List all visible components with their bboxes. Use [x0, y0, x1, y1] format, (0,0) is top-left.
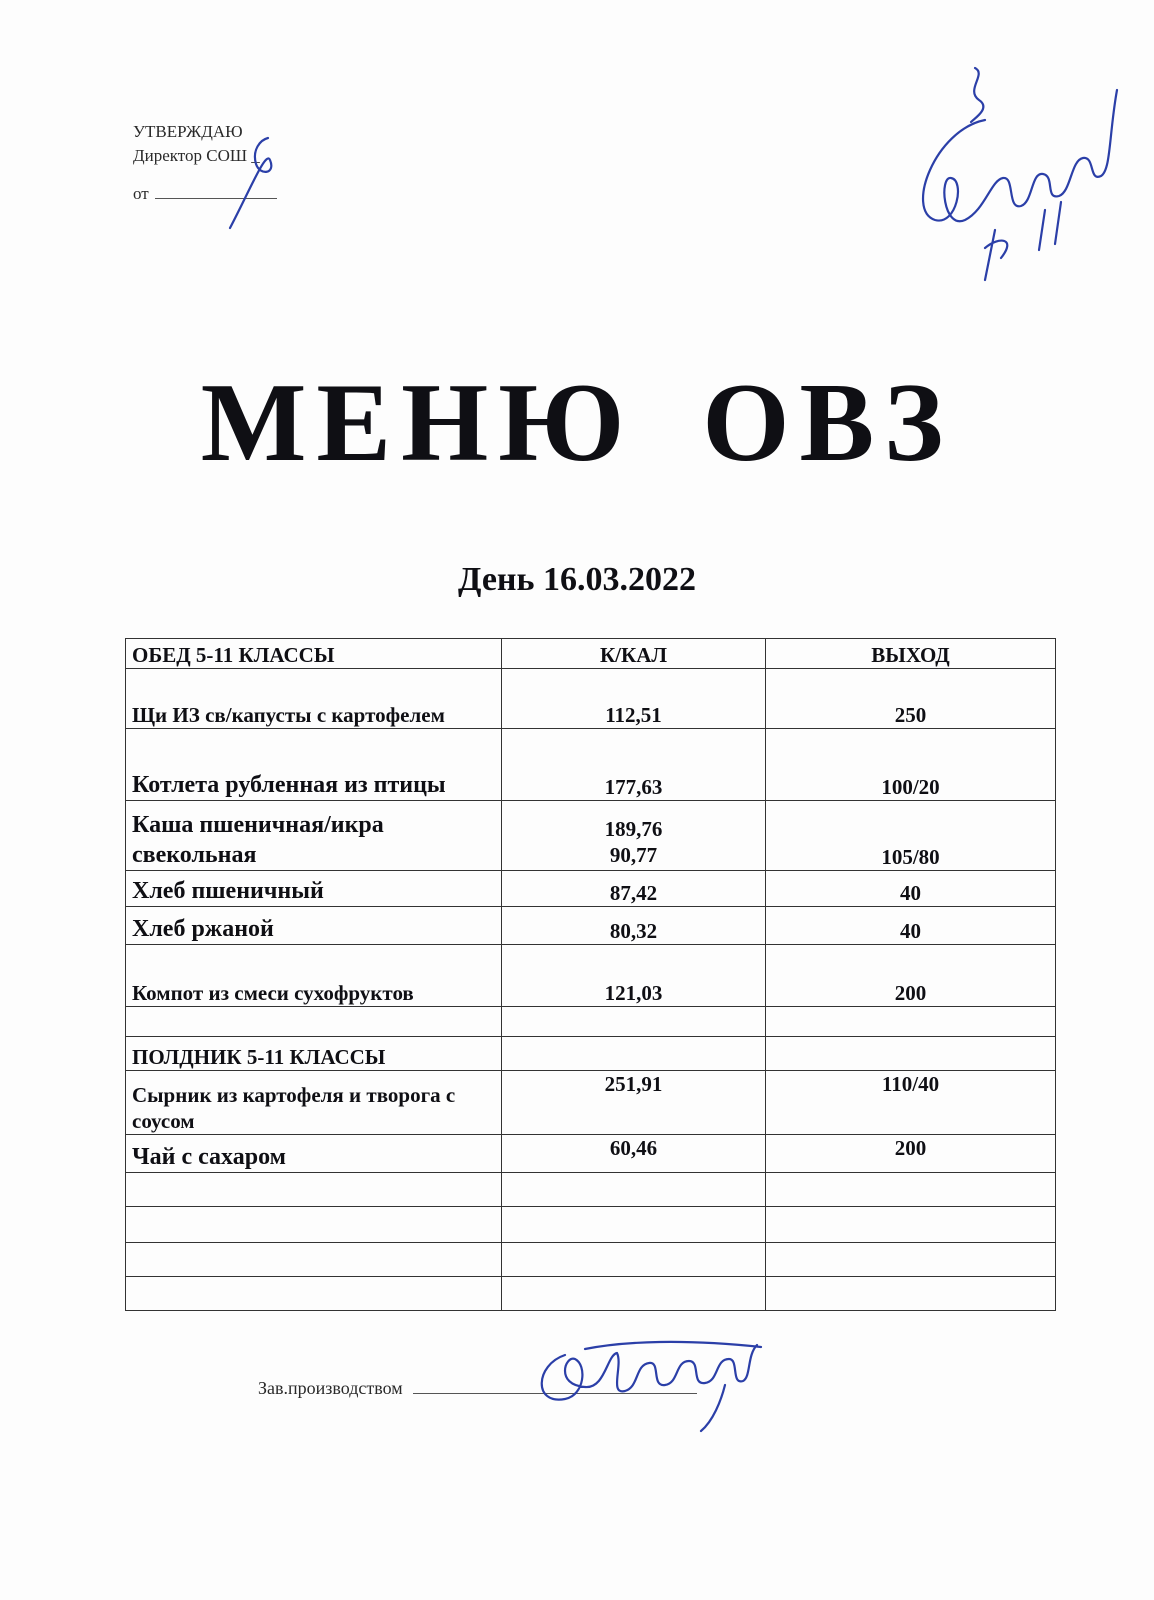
table-row	[126, 1071, 1056, 1135]
table-empty-row	[126, 1243, 1056, 1277]
dish-name: Каша пшеничная/икра свекольная	[126, 801, 502, 871]
table-row	[126, 871, 1056, 907]
dish-name: Чай с сахаром	[126, 1135, 502, 1173]
header-kcal: К/КАЛ	[502, 639, 766, 669]
page-title: МЕНЮ ОВЗ	[200, 361, 954, 485]
dish-output: 200	[766, 1135, 1056, 1173]
dish-kcal-cell	[502, 801, 766, 871]
dish-kcal: 112,51	[502, 669, 766, 729]
snack-header: ПОЛДНИК 5-11 КЛАССЫ	[126, 1037, 502, 1071]
dish-output: 200	[766, 945, 1056, 1007]
dish-output: 105/80	[766, 801, 1056, 871]
dish-name: Компот из смеси сухофруктов	[126, 945, 502, 1007]
director-signature	[895, 60, 1135, 290]
approval-line-3: от	[133, 184, 149, 203]
table-row	[126, 729, 1056, 801]
table-row	[126, 669, 1056, 729]
dish-output: 40	[766, 871, 1056, 907]
menu-table	[125, 638, 1056, 1311]
table-row	[126, 1135, 1056, 1173]
approval-signature	[190, 130, 300, 240]
dish-kcal-second: 90,77	[609, 843, 658, 867]
table-empty-row	[126, 1173, 1056, 1207]
header-name: ОБЕД 5-11 КЛАССЫ	[126, 639, 502, 669]
dish-kcal: 121,03	[502, 945, 766, 1007]
table-empty-row	[126, 1207, 1056, 1243]
header-output: ВЫХОД	[766, 639, 1056, 669]
dish-output: 110/40	[766, 1071, 1056, 1135]
dish-output: 250	[766, 669, 1056, 729]
table-row	[126, 801, 1056, 871]
table-empty-row	[126, 1277, 1056, 1311]
dish-name: Хлеб пшеничный	[126, 871, 502, 907]
dish-kcal: 87,42	[502, 871, 766, 907]
dish-name: Сырник из картофеля и творога с соусом	[126, 1071, 502, 1135]
dish-kcal: 60,46	[502, 1135, 766, 1173]
dish-kcal: 251,91	[502, 1071, 766, 1135]
dish-name: Хлеб ржаной	[126, 907, 502, 945]
table-header-row	[126, 639, 1056, 669]
dish-output: 40	[766, 907, 1056, 945]
table-empty-row	[126, 1007, 1056, 1037]
approval-line-1: УТВЕРЖДАЮ	[133, 122, 243, 141]
dish-kcal: 177,63	[502, 729, 766, 801]
dish-kcal: 80,32	[502, 907, 766, 945]
approval-line-2: Директор СОШ _	[133, 146, 260, 165]
production-manager-signature	[525, 1325, 775, 1435]
dish-name: Щи ИЗ св/капусты с картофелем	[126, 669, 502, 729]
dish-output: 100/20	[766, 729, 1056, 801]
table-row	[126, 907, 1056, 945]
page-subtitle: День 16.03.2022	[458, 561, 696, 598]
dish-kcal: 189,76	[604, 817, 663, 841]
table-row	[126, 945, 1056, 1007]
table-section-row	[126, 1037, 1056, 1071]
footer-label: Зав.производством	[258, 1378, 403, 1398]
dish-name: Котлета рубленная из птицы	[126, 729, 502, 801]
